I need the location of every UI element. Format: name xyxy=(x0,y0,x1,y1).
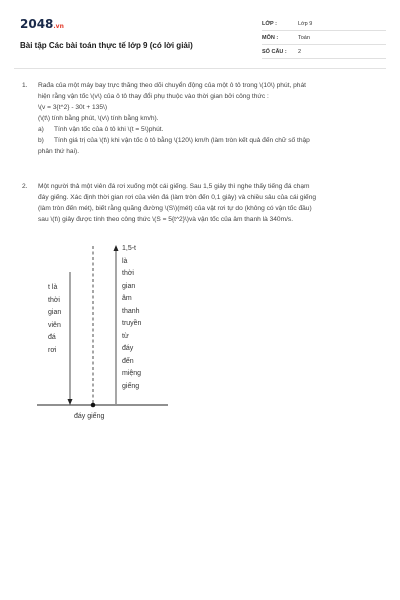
label-line: truyền xyxy=(122,320,142,327)
fall-time-label xyxy=(48,282,61,357)
meta-key: MÔN : xyxy=(262,35,279,41)
question-2 xyxy=(22,181,382,225)
label-line: gian xyxy=(122,282,136,290)
well-bottom-point xyxy=(91,403,96,408)
subquestion-b xyxy=(38,135,382,157)
question-1 xyxy=(22,80,382,157)
header-divider xyxy=(14,68,386,69)
document-title: Bài tập Các bài toán thực tế lớp 9 (có lời giải) xyxy=(20,41,193,50)
label-line: đến xyxy=(122,357,134,365)
label-line: từ xyxy=(122,332,129,340)
sound-time-label xyxy=(122,243,141,393)
meta-info xyxy=(262,18,386,60)
question-line: (\(t\) tính bằng phút, \(v\) tính bằng km/h). xyxy=(38,115,159,122)
label-line: viên xyxy=(48,321,61,329)
label-line: rơi xyxy=(48,346,57,354)
label-line: thời xyxy=(122,270,134,277)
label-line: đá xyxy=(48,334,56,341)
label-line: giếng xyxy=(122,382,140,390)
brand-name: 2048 xyxy=(20,17,54,31)
subquestion-label: b) xyxy=(38,137,44,144)
meta-key: SỐ CÂU : xyxy=(262,49,287,55)
question-body xyxy=(38,80,382,157)
question-number: 1. xyxy=(22,82,28,89)
brand-suffix: .vn xyxy=(53,23,64,30)
sound-arrow-head xyxy=(114,245,119,251)
label-line: gian xyxy=(48,309,62,316)
question-body xyxy=(38,181,382,225)
formula-line: \(v = 3{t^2} - 30t + 135\) xyxy=(38,104,108,111)
question-line: (làm tròn đến mét), biết rằng quãng đường \(S\)(mét) của vật rơi tự do (không có vận tốc đầu) xyxy=(38,205,312,212)
question-line: hiện rằng vận tốc \(v\) của ô tô thay đổi phụ thuộc vào thời gian bởi công thức : xyxy=(38,93,269,100)
meta-row-count xyxy=(262,46,386,59)
label-line: âm xyxy=(122,295,132,302)
question-line: Một người thả một viên đá rơi xuống một cái giếng. Sau 1,5 giây thì nghe thấy tiếng đá chạm xyxy=(38,183,310,190)
subquestion-text xyxy=(38,135,310,157)
question-line: đáy giếng. Xác định thời gian rơi của viên đá (làm tròn đến 0,1 giây) và chiều sâu của cái giếng xyxy=(38,194,317,201)
label-line: miệng xyxy=(122,370,142,377)
meta-value: 2 xyxy=(298,49,302,55)
question-line: sau \(t\) giây được tính theo công thức \(S = 5{t^2}\)và vận tốc của âm thanh là 340m/s. xyxy=(38,216,294,223)
subquestion-line: phân thứ hai). xyxy=(38,148,80,155)
brand-logo[interactable] xyxy=(20,17,64,31)
label-line: là xyxy=(122,257,128,265)
label-line: 1,5-t xyxy=(122,245,137,252)
label-line: thanh xyxy=(122,307,140,315)
label-line: t là xyxy=(48,284,58,291)
label-line: đáy xyxy=(122,345,134,352)
meta-row-subject xyxy=(262,32,386,45)
question-line: Rađa của một máy bay trực thăng theo dõi chuyển động của một ô tô trong \(10\) phút, phát xyxy=(38,82,306,89)
meta-key: LỚP : xyxy=(262,21,277,27)
question-number: 2. xyxy=(22,183,28,190)
subquestion-a xyxy=(38,124,382,135)
meta-value: Toán xyxy=(298,35,310,41)
well-bottom-label: đáy giếng xyxy=(74,413,105,420)
subquestion-text: Tính vận tốc của ô tô khi \(t = 5\)phút. xyxy=(54,126,164,133)
fall-arrow-head xyxy=(68,399,73,405)
meta-value: Lớp 9 xyxy=(298,21,313,27)
page-header xyxy=(14,8,386,64)
label-line: thời xyxy=(48,296,60,304)
subquestion-line: Tính giá trị của \(t\) khi vận tốc ô tô bằng \(120\) km/h (làm tròn kết quả đến chữ số thập xyxy=(54,137,310,144)
subquestion-label: a) xyxy=(38,126,44,133)
meta-row-class xyxy=(262,18,386,31)
